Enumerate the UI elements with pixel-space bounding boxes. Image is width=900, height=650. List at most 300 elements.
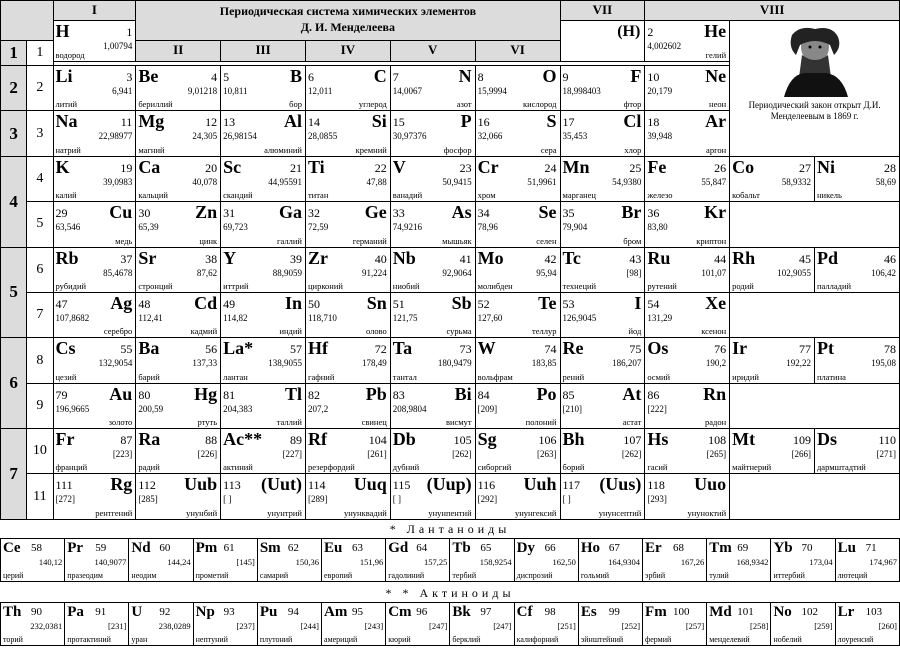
atomic-mass: 24,305 <box>192 131 218 142</box>
atomic-mass: 26,98154 <box>223 131 257 142</box>
element-symbol: Uuh <box>523 474 557 495</box>
element-Pu[interactable] <box>257 603 321 646</box>
row-8: 8 <box>27 338 53 383</box>
element-name: неодим <box>131 571 157 580</box>
element-I[interactable] <box>560 292 645 337</box>
element-Uup[interactable] <box>390 474 475 520</box>
element-name: железо <box>647 190 673 201</box>
element-symbol: Sb <box>451 292 472 313</box>
element-Mo[interactable] <box>475 247 560 292</box>
atomic-number: 32 <box>307 206 320 221</box>
element-name: серебро <box>103 326 133 337</box>
element-Cr[interactable] <box>475 156 560 201</box>
element-Ho[interactable] <box>578 539 642 582</box>
element-symbol: C <box>373 65 387 86</box>
element-name: празеодим <box>67 571 103 580</box>
element-Uub[interactable] <box>136 474 221 520</box>
element-Ds[interactable] <box>814 429 899 474</box>
element-Fe[interactable] <box>645 156 730 201</box>
element-symbol: Gd <box>388 540 409 556</box>
element-Rg[interactable] <box>53 474 136 520</box>
atomic-mass: 51,9961 <box>527 176 557 187</box>
element-Bh[interactable] <box>560 429 645 474</box>
element-Gd[interactable] <box>386 539 450 582</box>
element-name: технеций <box>562 280 597 291</box>
atomic-mass: 39,0983 <box>103 176 133 187</box>
element-symbol: As <box>451 202 472 223</box>
atomic-number: 87 <box>120 433 133 448</box>
atomic-mass: 39,948 <box>647 131 673 142</box>
element-Tm[interactable] <box>707 539 771 582</box>
atomic-mass: 167,26 <box>680 557 705 567</box>
element-Yb[interactable] <box>771 539 835 582</box>
element-symbol: Cr <box>477 156 499 177</box>
element-name: золото <box>108 417 133 428</box>
element-symbol: Kr <box>704 202 727 223</box>
atomic-number: 74 <box>544 342 557 357</box>
element-Fm[interactable] <box>643 603 707 646</box>
element-Ge[interactable] <box>305 202 390 247</box>
element-Po[interactable] <box>475 383 560 428</box>
element-symbol: I <box>634 292 642 313</box>
period-1: 1 <box>1 41 27 66</box>
element-name: теллур <box>532 326 557 337</box>
atomic-number: 59 <box>95 542 107 554</box>
element-Mn[interactable] <box>560 156 645 201</box>
element-symbol: Pb <box>365 383 387 404</box>
element-symbol: Cd <box>194 292 218 313</box>
element-name: цезий <box>55 371 77 382</box>
element-symbol: Ca <box>138 156 161 177</box>
atomic-mass: 83,80 <box>647 222 668 233</box>
element-Ga[interactable] <box>221 202 306 247</box>
element-Ba[interactable] <box>136 338 221 383</box>
atomic-mass: 164,9304 <box>608 557 641 567</box>
element-Bk[interactable] <box>450 603 514 646</box>
atomic-number: 36 <box>647 206 660 221</box>
element-Th[interactable] <box>1 603 65 646</box>
element-Eu[interactable] <box>322 539 386 582</box>
atomic-number: 20 <box>205 160 218 175</box>
element-symbol: Sr <box>138 247 157 268</box>
atomic-mass: 10,811 <box>223 85 248 96</box>
row-11: 11 <box>27 474 53 520</box>
element-Mt[interactable] <box>730 429 815 474</box>
element-Ar[interactable] <box>645 111 730 156</box>
atomic-number: 33 <box>392 206 405 221</box>
element-Es[interactable] <box>578 603 642 646</box>
table-title <box>136 1 560 41</box>
atomic-number: 31 <box>223 206 236 221</box>
atomic-number: 68 <box>673 542 685 554</box>
element-symbol: Md <box>709 604 732 620</box>
element-Fr[interactable] <box>53 429 136 474</box>
element-Pd[interactable] <box>814 247 899 292</box>
group-8-header: VIII <box>645 1 900 21</box>
element-F[interactable] <box>560 65 645 110</box>
element-Zr[interactable] <box>305 247 390 292</box>
element-symbol: Be <box>138 65 159 86</box>
element-name: борий <box>562 462 585 473</box>
atomic-number: 115 <box>392 478 411 493</box>
atomic-mass: [237] <box>236 621 255 631</box>
element-Uut[interactable] <box>221 474 306 520</box>
element-symbol: Pa <box>67 604 84 620</box>
element-He[interactable] <box>645 20 730 61</box>
element-Li[interactable] <box>53 65 136 110</box>
element-Rn[interactable] <box>645 383 730 428</box>
element-O[interactable] <box>475 65 560 110</box>
atomic-mass: 162,50 <box>552 557 576 567</box>
element-name: тантал <box>392 371 417 382</box>
atomic-number: 47 <box>55 296 68 311</box>
period-6: 6 <box>1 338 27 429</box>
element-name: лютеций <box>837 571 868 580</box>
row-5: 5 <box>27 202 53 247</box>
atomic-mass: 150,36 <box>295 557 320 567</box>
element-Sb[interactable] <box>390 292 475 337</box>
atomic-number: 29 <box>55 206 68 221</box>
atomic-mass: 72,59 <box>307 222 329 233</box>
empty-cell <box>730 292 900 337</box>
atomic-number: 34 <box>477 206 490 221</box>
element-Ne[interactable] <box>645 65 730 110</box>
atomic-mass: 131,29 <box>647 312 673 323</box>
atomic-mass: 168,9342 <box>736 557 769 567</box>
atomic-number: 98 <box>544 606 556 618</box>
element-symbol: W <box>477 338 496 359</box>
element-S[interactable] <box>475 111 560 156</box>
element-Cl[interactable] <box>560 111 645 156</box>
h-placeholder: (H) <box>617 22 641 40</box>
element-Db[interactable] <box>390 429 475 474</box>
element-Ac[interactable] <box>221 429 306 474</box>
period-4: 4 <box>1 156 27 247</box>
atomic-number: 13 <box>223 115 236 130</box>
atomic-mass: 112,41 <box>138 312 163 323</box>
atomic-mass: [266] <box>791 449 811 460</box>
atomic-mass: 79,904 <box>562 222 588 233</box>
element-name: азот <box>456 99 472 110</box>
element-Te[interactable] <box>475 292 560 337</box>
element-Er[interactable] <box>643 539 707 582</box>
atomic-mass: [ ] <box>562 494 571 505</box>
element-Cu[interactable] <box>53 202 136 247</box>
element-Hg[interactable] <box>136 383 221 428</box>
element-symbol: No <box>773 604 792 620</box>
element-Bi[interactable] <box>390 383 475 428</box>
element-name: полоний <box>525 417 557 428</box>
element-Ni[interactable] <box>814 156 899 201</box>
element-Lr[interactable] <box>835 603 899 646</box>
element-Re[interactable] <box>560 338 645 383</box>
element-symbol: Ar <box>705 111 727 132</box>
element-Ag[interactable] <box>53 292 136 337</box>
atomic-number: 100 <box>673 606 690 618</box>
atomic-number: 44 <box>714 251 727 266</box>
element-Np[interactable] <box>193 603 257 646</box>
atomic-mass: 140,9077 <box>94 557 127 567</box>
element-Rf[interactable] <box>305 429 390 474</box>
element-symbol: Pd <box>816 247 838 268</box>
element-symbol: Br <box>621 202 642 223</box>
element-name: углерод <box>358 99 387 110</box>
atomic-number: 60 <box>159 542 171 554</box>
element-Uuh[interactable] <box>475 474 560 520</box>
element-name: лантан <box>223 371 248 382</box>
atomic-number: 92 <box>159 606 171 618</box>
atomic-number: 54 <box>647 296 660 311</box>
element-Sn[interactable] <box>305 292 390 337</box>
element-La[interactable] <box>221 338 306 383</box>
element-Cd[interactable] <box>136 292 221 337</box>
element-Sr[interactable] <box>136 247 221 292</box>
element-name: кюрий <box>388 635 411 644</box>
element-Pr[interactable] <box>65 539 129 582</box>
actinoids-label: * * Актиноиды <box>385 586 515 600</box>
element-name: селен <box>536 235 557 246</box>
atomic-number: 35 <box>562 206 575 221</box>
atomic-number: 24 <box>544 160 557 175</box>
element-symbol: Zr <box>307 247 328 268</box>
element-Ca[interactable] <box>136 156 221 201</box>
atomic-mass: 126,9045 <box>562 312 597 323</box>
element-Nb[interactable] <box>390 247 475 292</box>
element-symbol: V <box>392 156 406 177</box>
atomic-number: 21 <box>289 160 302 175</box>
atomic-mass: 107,8682 <box>55 312 90 323</box>
element-Y[interactable] <box>221 247 306 292</box>
element-name: таллий <box>276 417 302 428</box>
atomic-mass: 58,69 <box>875 176 896 187</box>
element-At[interactable] <box>560 383 645 428</box>
element-Tl[interactable] <box>221 383 306 428</box>
element-Os[interactable] <box>645 338 730 383</box>
atomic-mass: 144,24 <box>167 557 191 567</box>
atomic-mass: [ ] <box>392 494 402 505</box>
element-name: гадолиний <box>388 571 425 580</box>
atomic-mass: 44,95591 <box>268 176 302 187</box>
atomic-number: 40 <box>374 251 387 266</box>
element-name: магний <box>138 144 165 155</box>
element-B[interactable] <box>221 65 306 110</box>
element-name: нобелий <box>773 635 802 644</box>
element-Rh[interactable] <box>730 247 815 292</box>
atomic-mass: 1,00794 <box>103 40 133 51</box>
atomic-number: 45 <box>798 251 811 266</box>
element-symbol: Pt <box>816 338 834 359</box>
element-name: индий <box>279 326 302 337</box>
atomic-mass: [98] <box>626 267 642 278</box>
atomic-mass: 138,9055 <box>268 358 302 369</box>
element-name: диспрозий <box>516 571 553 580</box>
element-Sc[interactable] <box>221 156 306 201</box>
element-Mg[interactable] <box>136 111 221 156</box>
element-symbol: Pu <box>259 604 278 620</box>
atomic-number: 94 <box>287 606 299 618</box>
atomic-number: 58 <box>31 542 42 554</box>
element-Zn[interactable] <box>136 202 221 247</box>
title-line-1: Периодическая система химических элементов <box>219 4 477 18</box>
element-Xe[interactable] <box>645 292 730 337</box>
element-In[interactable] <box>221 292 306 337</box>
element-H[interactable] <box>53 20 136 61</box>
element-Pb[interactable] <box>305 383 390 428</box>
atomic-number: 28 <box>884 160 896 175</box>
atomic-mass: 65,39 <box>138 222 159 233</box>
element-name: церий <box>3 571 24 580</box>
element-Au[interactable] <box>53 383 136 428</box>
element-name: торий <box>3 635 23 644</box>
element-name: радий <box>138 462 160 473</box>
atomic-number: 82 <box>307 387 320 402</box>
element-Kr[interactable] <box>645 202 730 247</box>
element-name: менделевий <box>709 635 750 644</box>
element-Al[interactable] <box>221 111 306 156</box>
atomic-number: 107 <box>623 433 642 448</box>
element-Pt[interactable] <box>814 338 899 383</box>
atomic-number: 55 <box>120 342 133 357</box>
element-symbol: Bk <box>452 604 471 620</box>
element-symbol: Ra <box>138 429 161 450</box>
element-Md[interactable] <box>707 603 771 646</box>
element-symbol: Ta <box>392 338 413 359</box>
element-Se[interactable] <box>475 202 560 247</box>
element-Sm[interactable] <box>257 539 321 582</box>
atomic-mass: [292] <box>477 494 498 505</box>
element-U[interactable] <box>129 603 193 646</box>
element-name: бор <box>289 99 302 110</box>
atomic-mass: 22,98977 <box>98 131 133 142</box>
element-symbol: Bi <box>454 383 472 404</box>
element-W[interactable] <box>475 338 560 383</box>
element-name: марганец <box>562 190 596 201</box>
atomic-number: 16 <box>477 115 490 130</box>
atomic-mass: 95,94 <box>536 267 557 278</box>
element-Ti[interactable] <box>305 156 390 201</box>
element-Si[interactable] <box>305 111 390 156</box>
atomic-number: 49 <box>223 296 236 311</box>
element-name: натрий <box>55 144 81 155</box>
element-symbol: Cm <box>388 604 412 620</box>
atomic-number: 9 <box>562 69 569 84</box>
atomic-mass: 4,002602 <box>647 40 682 51</box>
atomic-mass: 207,2 <box>307 403 329 414</box>
element-Na[interactable] <box>53 111 136 156</box>
atomic-mass: 204,383 <box>223 403 253 414</box>
atomic-number: 53 <box>562 296 575 311</box>
atomic-mass: [226] <box>197 449 218 460</box>
element-Ce[interactable] <box>1 539 65 582</box>
element-name: фтор <box>623 99 642 110</box>
element-symbol: Lr <box>837 604 855 620</box>
atomic-number: 73 <box>459 342 472 357</box>
element-Ru[interactable] <box>645 247 730 292</box>
atomic-mass: 40,078 <box>192 176 218 187</box>
element-Br[interactable] <box>560 202 645 247</box>
element-name: унуноктий <box>687 508 727 518</box>
element-Hf[interactable] <box>305 338 390 383</box>
atomic-mass: 190,2 <box>705 358 727 369</box>
element-Dy[interactable] <box>514 539 578 582</box>
element-Am[interactable] <box>322 603 386 646</box>
atomic-number: 18 <box>647 115 660 130</box>
element-Uuq[interactable] <box>305 474 390 520</box>
atomic-number: 79 <box>55 387 68 402</box>
element-No[interactable] <box>771 603 835 646</box>
element-name: литий <box>55 99 78 110</box>
element-Ta[interactable] <box>390 338 475 383</box>
element-Nd[interactable] <box>129 539 193 582</box>
element-Cm[interactable] <box>386 603 450 646</box>
element-K[interactable] <box>53 156 136 201</box>
element-name: радон <box>705 417 727 428</box>
element-Pm[interactable] <box>193 539 257 582</box>
portrait-caption: Периодический закон открыт Д.И. Менделеевым в 1869 г. <box>748 99 881 121</box>
element-Rb[interactable] <box>53 247 136 292</box>
atomic-mass: 195,08 <box>871 358 896 369</box>
element-Tb[interactable] <box>450 539 514 582</box>
element-symbol: Hg <box>194 383 218 404</box>
atomic-mass: [265] <box>706 449 727 460</box>
element-symbol: Rb <box>55 247 79 268</box>
element-symbol: Ge <box>364 202 387 223</box>
element-Cs[interactable] <box>53 338 136 383</box>
element-Co[interactable] <box>730 156 815 201</box>
atomic-mass: 106,42 <box>871 267 896 278</box>
element-Uuo[interactable] <box>645 474 730 520</box>
element-Sg[interactable] <box>475 429 560 474</box>
element-Hs[interactable] <box>645 429 730 474</box>
lanthanoids-table <box>0 538 900 582</box>
element-As[interactable] <box>390 202 475 247</box>
element-Cf[interactable] <box>514 603 578 646</box>
element-symbol: Po <box>536 383 557 404</box>
element-symbol: Si <box>371 111 387 132</box>
element-V[interactable] <box>390 156 475 201</box>
element-Ir[interactable] <box>730 338 815 383</box>
element-name: эйнштейний <box>580 635 624 644</box>
element-Ra[interactable] <box>136 429 221 474</box>
element-N[interactable] <box>390 65 475 110</box>
element-C[interactable] <box>305 65 390 110</box>
atomic-mass: 9,01218 <box>187 85 218 96</box>
element-symbol: Ir <box>732 338 748 359</box>
element-name: иттрий <box>223 280 249 291</box>
atomic-mass: 183,85 <box>531 358 557 369</box>
element-symbol: Sn <box>366 292 387 313</box>
atomic-number: 25 <box>629 160 642 175</box>
element-Tc[interactable] <box>560 247 645 292</box>
atomic-mass: 50,9415 <box>442 176 472 187</box>
element-Uus[interactable] <box>560 474 645 520</box>
element-Pa[interactable] <box>65 603 129 646</box>
row-2: 2 <box>27 65 53 110</box>
element-P[interactable] <box>390 111 475 156</box>
atomic-number: 3 <box>126 69 133 84</box>
element-name: ксенон <box>701 326 727 337</box>
atomic-number: 105 <box>453 433 472 448</box>
atomic-mass: 74,9216 <box>392 222 423 233</box>
element-name: иттербий <box>773 571 805 580</box>
atomic-mass: 101,07 <box>701 267 727 278</box>
atomic-number: 78 <box>884 342 896 357</box>
element-Lu[interactable] <box>835 539 899 582</box>
element-Be[interactable] <box>136 65 221 110</box>
period-5: 5 <box>1 247 27 338</box>
group-3-header: III <box>221 41 306 62</box>
element-symbol: Tb <box>452 540 471 556</box>
